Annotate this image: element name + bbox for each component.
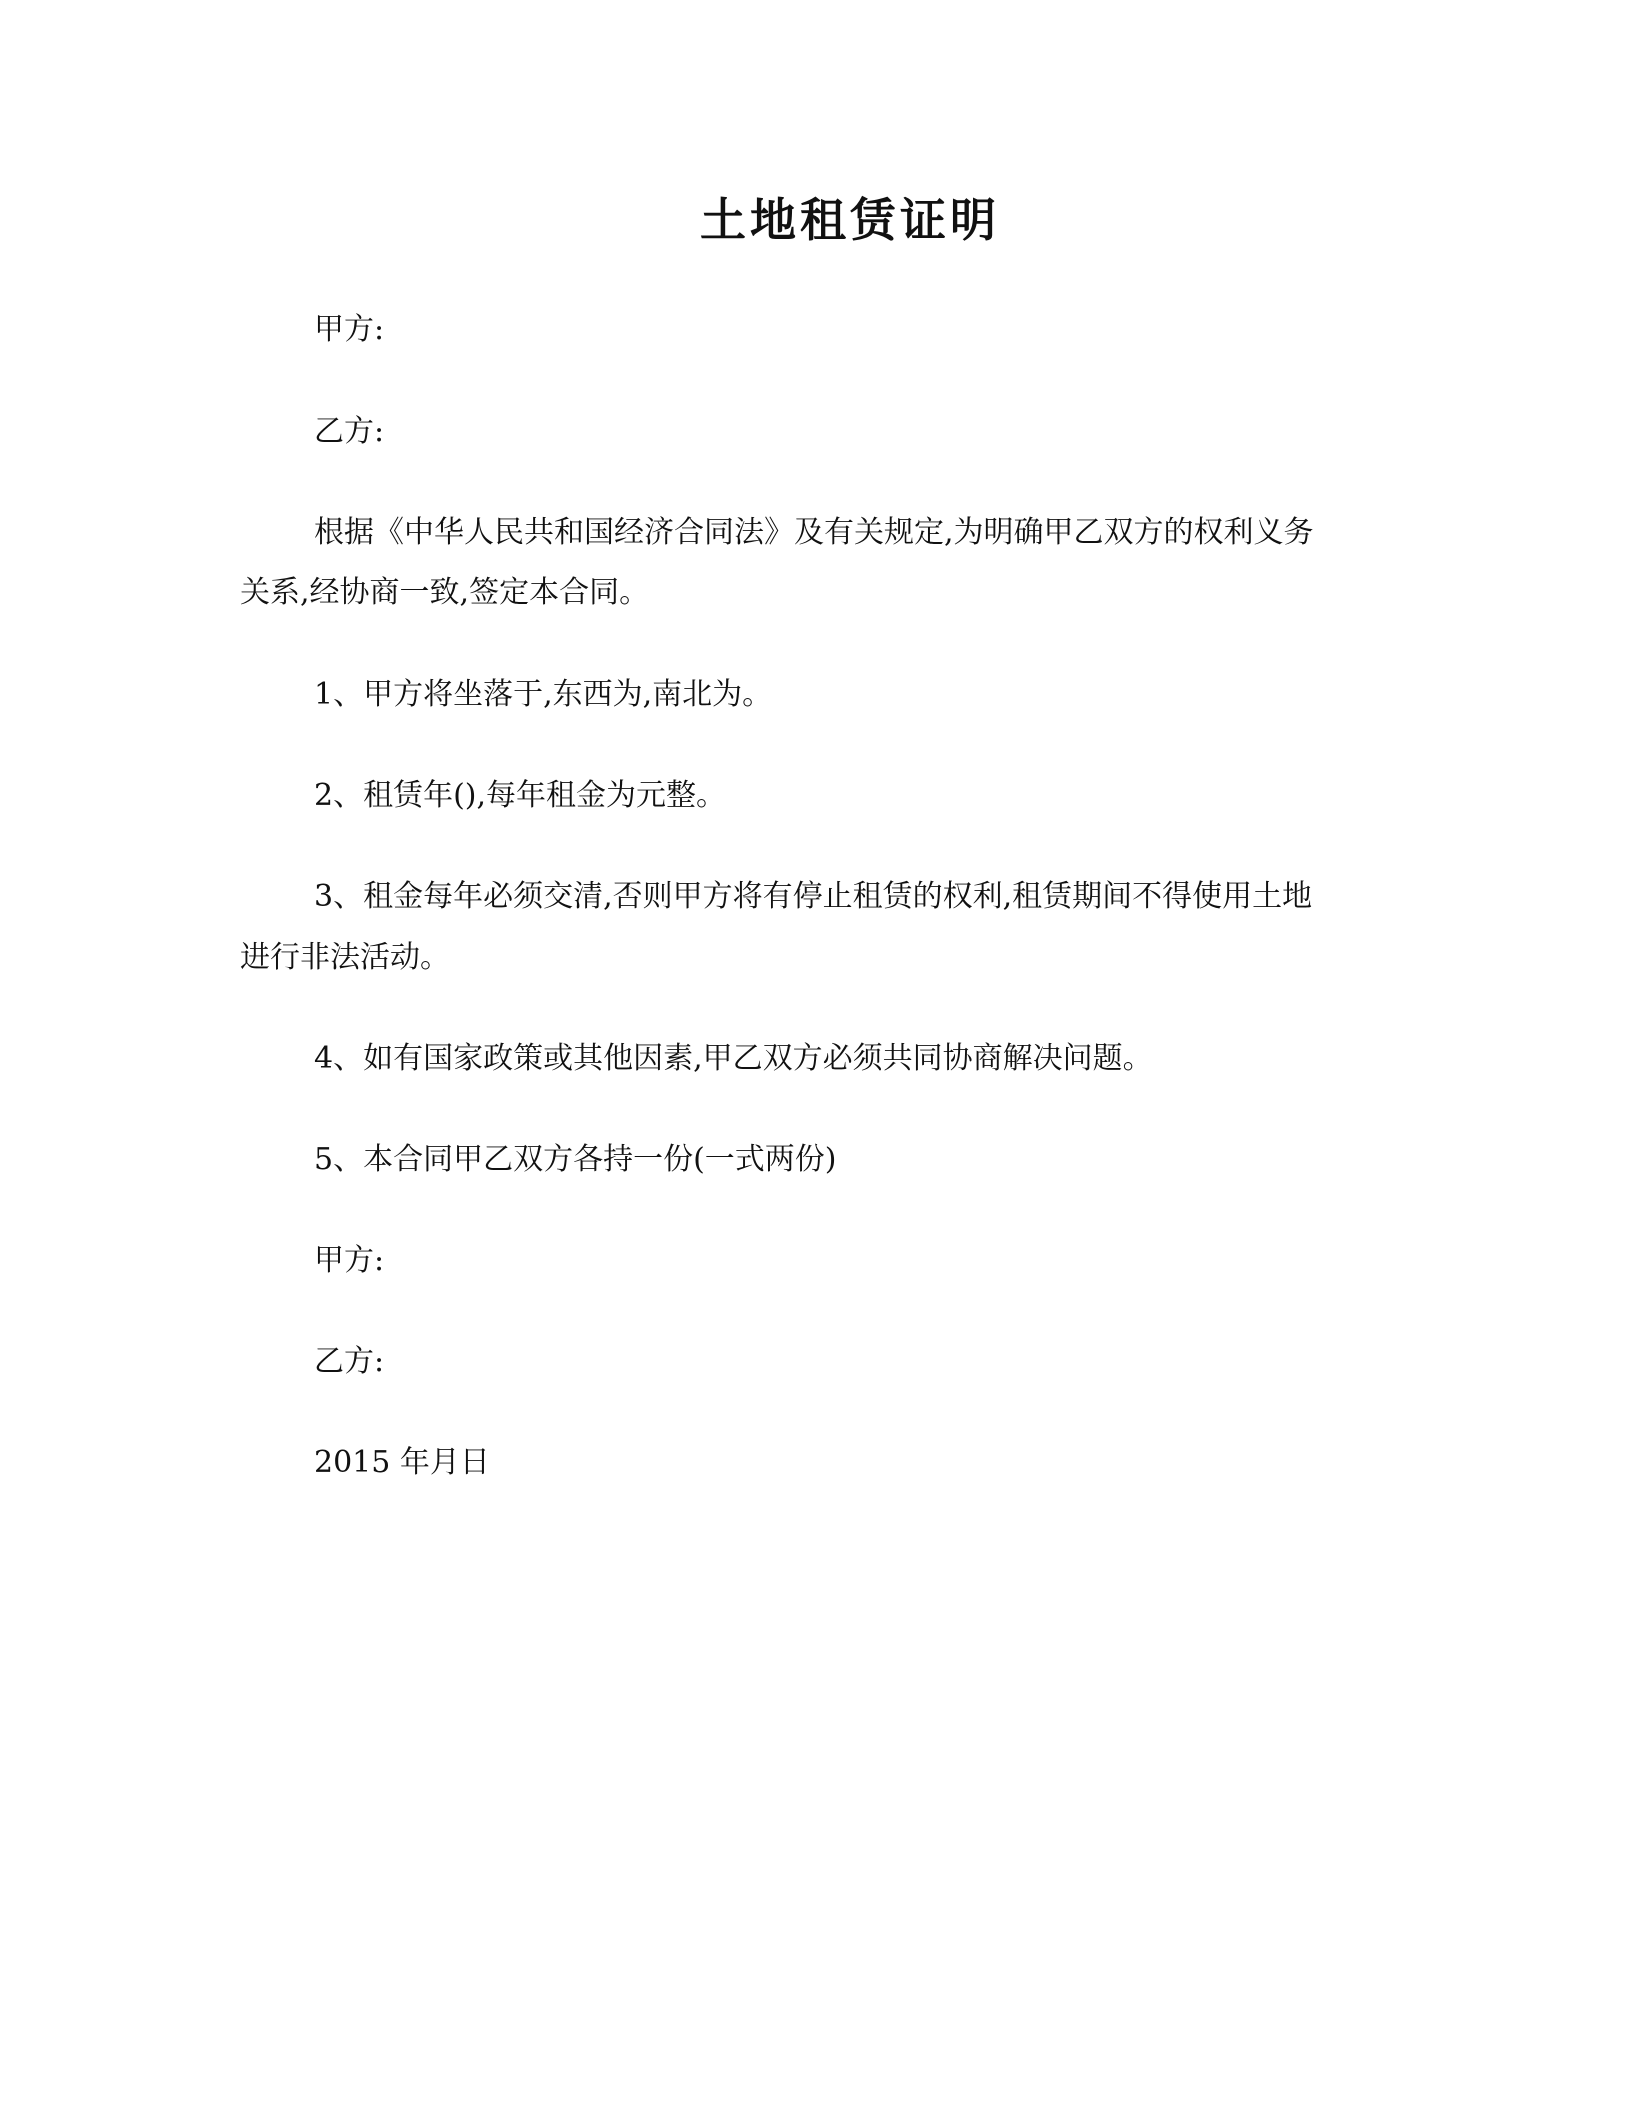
clause-2: 2、租赁年(),每年租金为元整。 (314, 778, 727, 813)
clause-5: 5、本合同甲乙双方各持一份(一式两份) (314, 1142, 837, 1177)
signature-party-b: 乙方: (314, 1344, 385, 1379)
signature-party-a: 甲方: (314, 1243, 385, 1278)
document-title: 土地租赁证明 (700, 193, 1000, 247)
clause-1: 1、甲方将坐落于,东西为,南北为。 (314, 677, 773, 712)
signature-date: 2015 年月日 (314, 1445, 490, 1480)
preamble-line-2: 关系,经协商一致,签定本合同。 (240, 575, 650, 610)
party-b-label: 乙方: (314, 414, 385, 449)
preamble-line-1: 根据《中华人民共和国经济合同法》及有关规定,为明确甲乙双方的权利义务 (314, 515, 1314, 550)
party-a-label: 甲方: (314, 312, 385, 347)
clause-3-line-2: 进行非法活动。 (240, 940, 450, 975)
clause-4: 4、如有国家政策或其他因素,甲乙双方必须共同协商解决问题。 (314, 1041, 1153, 1076)
clause-3-line-1: 3、租金每年必须交清,否则甲方将有停止租赁的权利,租赁期间不得使用土地 (314, 879, 1313, 914)
